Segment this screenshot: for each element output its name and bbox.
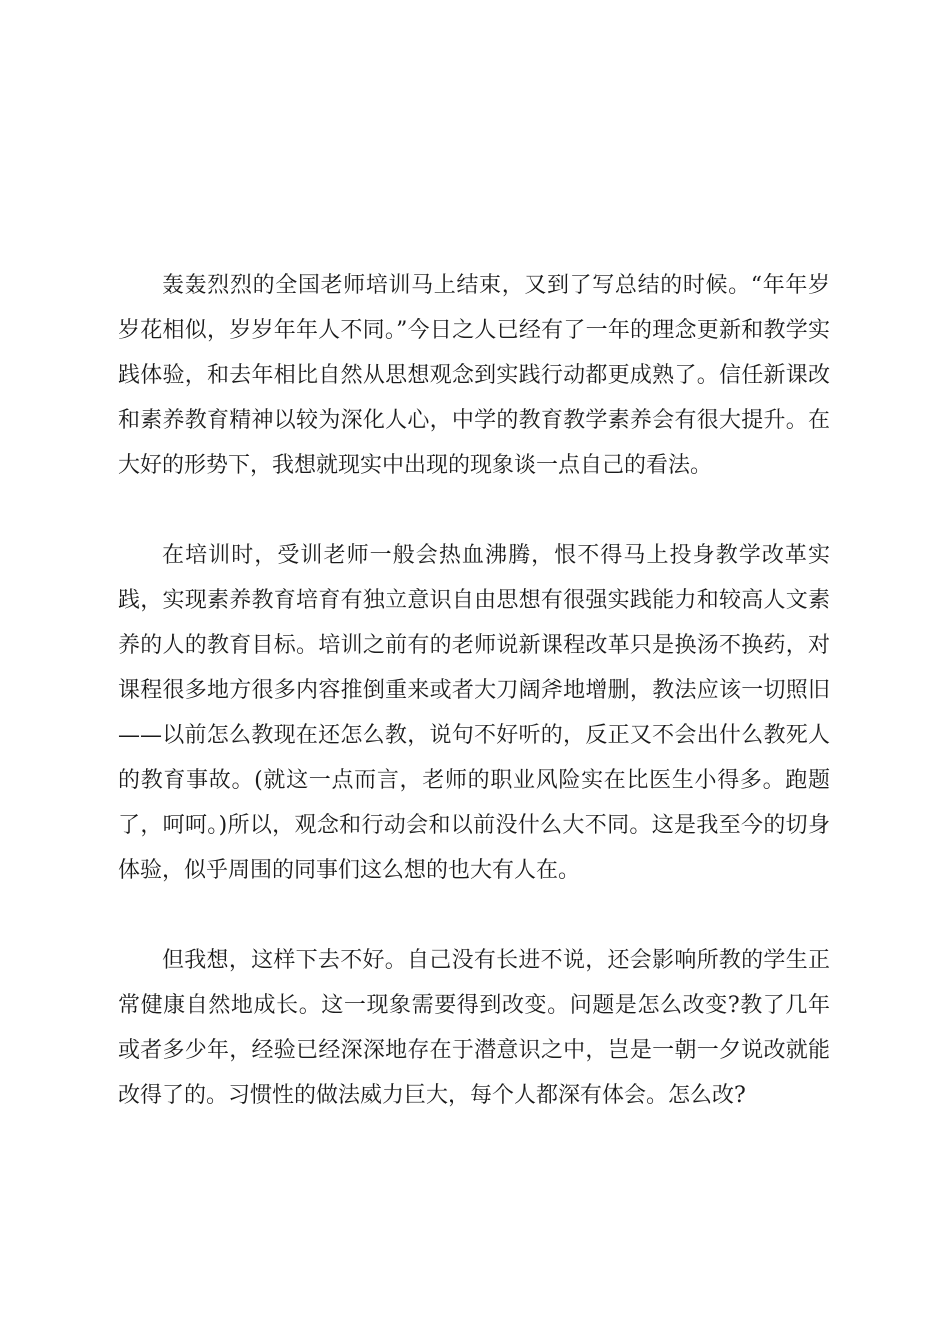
paragraph-3: 但我想，这样下去不好。自己没有长进不说，还会影响所教的学生正常健康自然地成长。这一现象需要得到改变。问题是怎么改变?教了几年或者多少年，经验已经深深地存在于潜意识之中，岂是一朝一夕说改就能改得了的。习惯性的做法威力巨大，每个人都深有体会。怎么改? <box>118 948 830 1108</box>
paragraph-1: 轰轰烈烈的全国老师培训马上结束，又到了写总结的时候。“年年岁岁花相似，岁岁年年人不同。”今日之人已经有了一年的理念更新和教学实践体验，和去年相比自然从思想观念到实践行动都更成熟了。信任新课改和素养教育精神以较为深化人心，中学的教育教学素养会有很大提升。在大好的形势下，我想就现实中出现的现象谈一点自己的看法。 <box>118 273 830 478</box>
document-body <box>118 263 830 1118</box>
paragraph-2: 在培训时，受训老师一般会热血沸腾，恨不得马上投身教学改革实践，实现素养教育培育有独立意识自由思想有很强实践能力和较高人文素养的人的教育目标。培训之前有的老师说新课程改革只是换汤不换药，对课程很多地方很多内容推倒重来或者大刀阔斧地增删，教法应该一切照旧——以前怎么教现在还怎么教，说句不好听的，反正又不会出什么教死人的教育事故。(就这一点而言，老师的职业风险实在比医生小得多。跑题了，呵呵。)所以，观念和行动会和以前没什么大不同。这是我至今的切身体验，似乎周围的同事们这么想的也大有人在。 <box>118 543 830 883</box>
